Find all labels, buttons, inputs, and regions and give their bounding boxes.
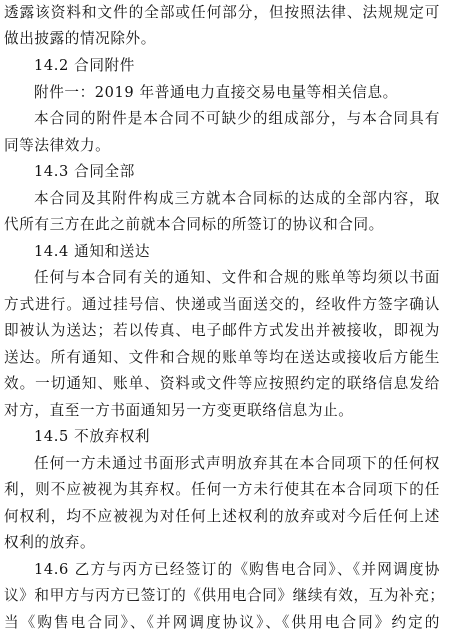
text-line: 何权利，均不应被视为对任何上述权利的放弃或对今后任何上述 (4, 508, 440, 525)
text-line: 对方，直至一方书面通知另一方变更联络信息为止。 (4, 402, 354, 419)
text-line: 同等法律效力。 (4, 137, 111, 154)
text-line: 效。一切通知、账单、资料或文件等应按照约定的联络信息发给 (4, 375, 440, 392)
text-line: 方式进行。通过挂号信、快递或当面送交的，经收件方签字确认 (4, 296, 440, 313)
section-heading: 14.3 合同全部 (34, 163, 135, 180)
text-line: 本合同及其附件构成三方就本合同标的达成的全部内容，取 (34, 190, 440, 207)
text-line: 即被认为送达；若以传真、电子邮件方式发出并被接收，即视为 (4, 322, 440, 339)
text-line: 送达。所有通知、文件和合规的账单等均在送达或接收后方能生 (4, 349, 440, 366)
text-line: 任何与本合同有关的通知、文件和合规的账单等均须以书面 (34, 269, 440, 286)
text-line: 权利的放弃。 (4, 534, 96, 551)
text-line: 代所有三方在此之前就本合同标的所签订的协议和合同。 (4, 216, 384, 233)
section-heading: 14.4 通知和送达 (34, 243, 151, 260)
section-heading: 14.2 合同附件 (34, 57, 135, 74)
section-heading: 14.5 不放弃权利 (34, 428, 151, 445)
text-line: 做出披露的情况除外。 (4, 30, 156, 47)
text-line: 任何一方未通过书面形式声明放弃其在本合同项下的任何权 (34, 455, 440, 472)
section-heading: 14.6 乙方与丙方已经签订的《购售电合同》、《并网调度协 (34, 561, 440, 578)
text-line: 附件一：2019 年普通电力直接交易电量等相关信息。 (34, 84, 398, 101)
text-line: 当《购售电合同》、《并网调度协议》、《供用电合同》约定的 (4, 614, 440, 631)
text-line: 议》和甲方与丙方已签订的《供用电合同》继续有效，互为补充； (4, 587, 445, 604)
text-line: 透露该资料和文件的全部或任何部分，但按照法律、法规规定可 (4, 4, 440, 21)
text-line: 本合同的附件是本合同不可缺少的组成部分，与本合同具有 (34, 110, 440, 127)
text-line: 利，则不应被视为其弃权。任何一方未行使其在本合同项下的任 (4, 481, 440, 498)
